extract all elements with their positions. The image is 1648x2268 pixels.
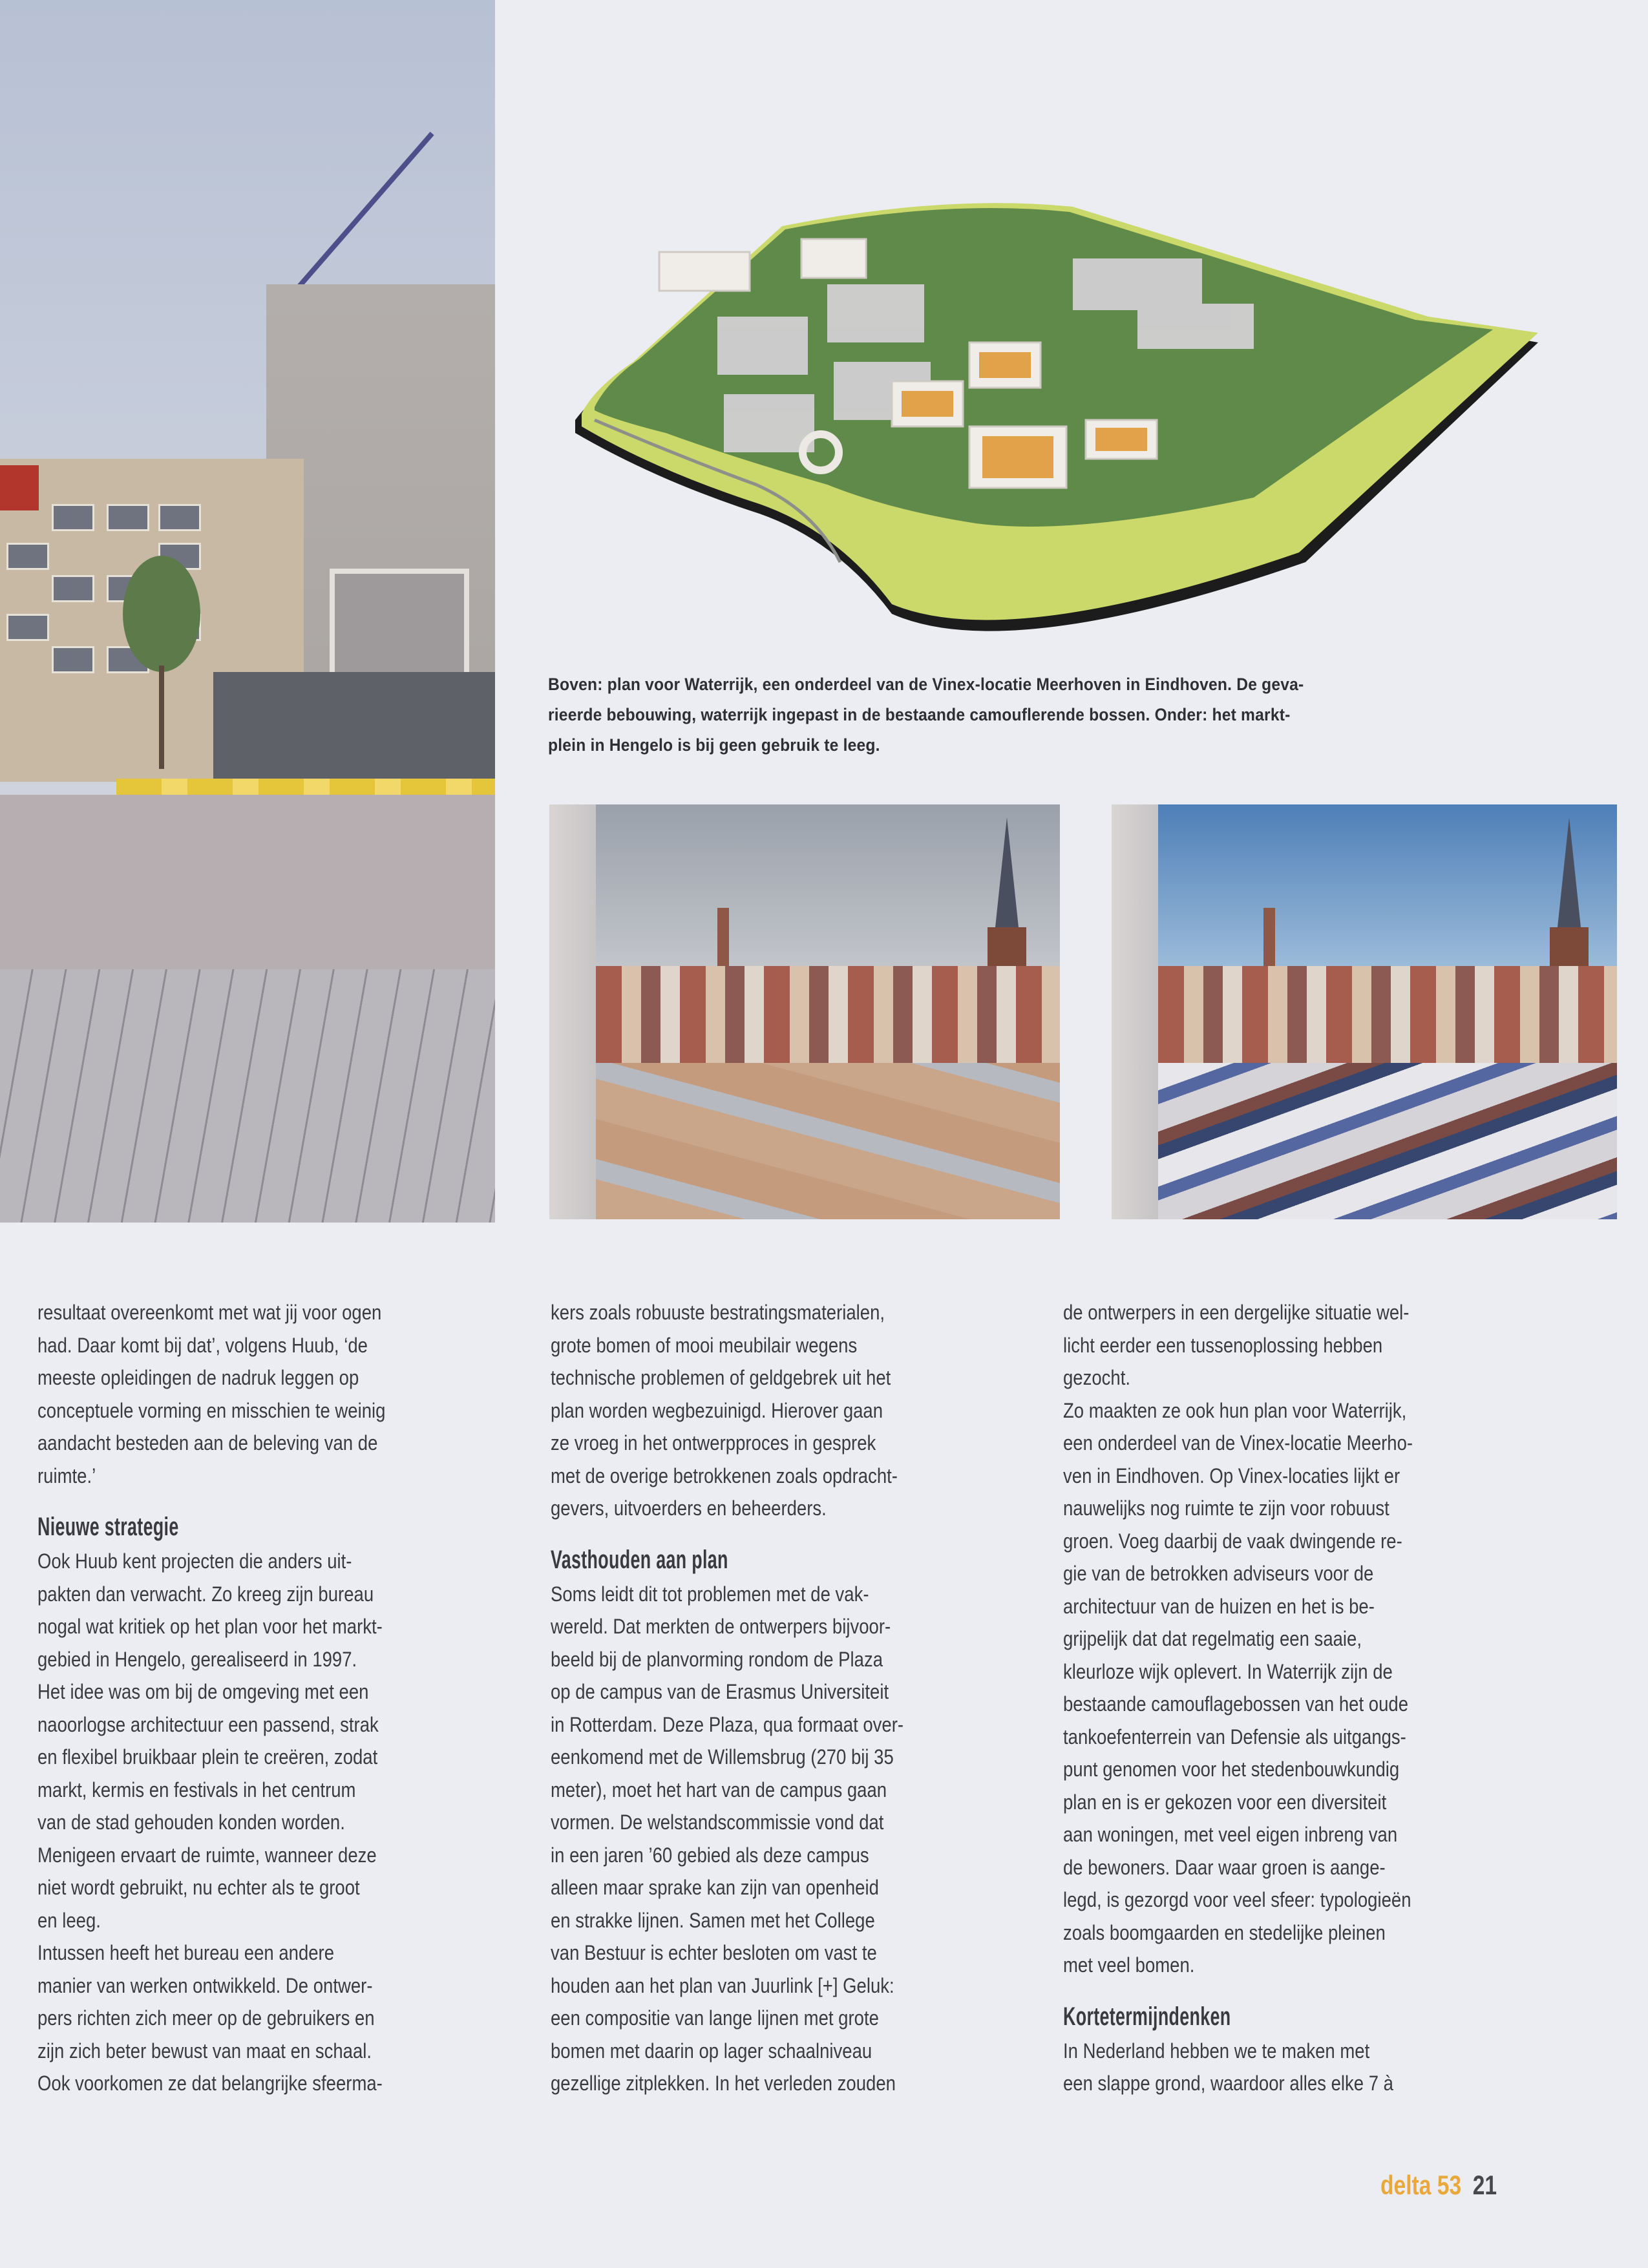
- paragraph: [37, 1296, 516, 1492]
- section-heading: Kortetermijndenken: [1063, 2002, 1231, 2031]
- photo-tree: [123, 556, 200, 672]
- text-line: punt genomen voor het stedenbouwkundig: [1063, 1758, 1400, 1781]
- photo-window: [52, 575, 94, 602]
- text-line: gezellige zitplekken. In het verleden zouden: [551, 2072, 896, 2095]
- text-line: gie van de betrokken adviseurs voor de: [1063, 1562, 1374, 1585]
- text-line: meeste opleidingen de nadruk leggen op: [37, 1366, 359, 1389]
- photo-houses: [1158, 966, 1617, 1069]
- caption-line: rieerde bebouwing, waterrijk ingepast in de bestaande camouflerende bossen. Onder: het markt-: [548, 705, 1291, 724]
- text-line: een slappe grond, waardoor alles elke 7 à: [1063, 2072, 1393, 2095]
- page-folio: [1380, 2170, 1497, 2201]
- text-line: van Bestuur is echter besloten om vast te: [551, 1941, 877, 1964]
- text-line: manier van werken ontwikkeld. De ontwer-: [37, 1973, 373, 1997]
- figure-caption: [548, 669, 1462, 761]
- photo-window: [107, 504, 149, 531]
- text-line: zijn zich beter bewust van maat en schaal.: [37, 2039, 372, 2063]
- text-line: Menigeen ervaart de ruimte, wanneer deze: [37, 1843, 377, 1867]
- text-line: conceptuele vorming en misschien te weinig: [37, 1398, 386, 1422]
- text-line: naoorlogse architectuur een passend, strak: [37, 1712, 379, 1736]
- text-line: in Rotterdam. Deze Plaza, qua formaat over-: [551, 1712, 904, 1736]
- text-line: plan en is er gekozen voor een diversiteit: [1063, 1790, 1387, 1814]
- text-line: eenkomend met de Willemsbrug (270 bij 35: [551, 1745, 894, 1769]
- photo-church-spire: [1558, 817, 1581, 927]
- text-line: vormen. De welstandscommissie vond dat: [551, 1811, 884, 1834]
- text-line: houden aan het plan van Juurlink [+] Geluk:: [551, 1973, 894, 1997]
- text-line: met veel bomen.: [1063, 1953, 1195, 1977]
- rendering-block: [717, 317, 808, 375]
- page-number: 21: [1472, 2170, 1497, 2200]
- paragraph: [551, 1296, 1029, 1525]
- text-line: bestaande camouflagebossen van het oude: [1063, 1692, 1408, 1716]
- rendering-courtyard: [801, 239, 866, 278]
- paragraph: [1063, 1296, 1541, 1982]
- text-line: licht eerder een tussenoplossing hebben: [1063, 1333, 1383, 1357]
- text-line: de bewoners. Daar waar groen is aange-: [1063, 1855, 1386, 1879]
- text-line: en flexibel bruikbaar plein te creëren, zodat: [37, 1745, 378, 1769]
- rendering-roof: [979, 352, 1031, 378]
- rendering-roof: [982, 436, 1053, 478]
- text-line: nauwelijks nog ruimte te zijn voor robuust: [1063, 1496, 1389, 1520]
- text-line: meter), moet het hart van de campus gaan: [551, 1778, 887, 1801]
- paragraph: [37, 1545, 516, 2100]
- text-line: alleen maar sprake kan zijn van openheid: [551, 1876, 879, 1899]
- rendering-block: [827, 284, 924, 342]
- section-gap: [551, 1525, 1029, 1542]
- text-line: aandacht besteden aan de beleving van de: [37, 1431, 378, 1454]
- photo-window: [52, 646, 94, 673]
- photo-plaza-hengelo: [0, 0, 495, 1223]
- photo-market-stalls: [1158, 1063, 1617, 1219]
- text-line: kers zoals robuuste bestratingsmaterialen,: [551, 1301, 885, 1324]
- section-heading: Nieuwe strategie: [37, 1513, 179, 1541]
- text-line: een onderdeel van de Vinex-locatie Meerho-: [1063, 1431, 1413, 1454]
- rendering-block: [1073, 258, 1202, 310]
- text-line: markt, kermis en festivals in het centrum: [37, 1778, 356, 1801]
- photo-foreground-wall: [549, 804, 596, 1219]
- text-line: technische problemen of geldgebrek uit het: [551, 1366, 891, 1389]
- photo-window: [6, 614, 49, 641]
- photo-houses: [596, 966, 1060, 1069]
- photo-window: [158, 504, 201, 531]
- rendering-roof: [902, 391, 953, 417]
- text-line: Het idee was om bij de omgeving met een: [37, 1680, 369, 1703]
- photo-marktplein-empty: [549, 804, 1060, 1219]
- text-line: legd, is gezorgd voor veel sfeer: typologieën: [1063, 1888, 1411, 1911]
- text-line: aan woningen, met veel eigen inbreng van: [1063, 1823, 1398, 1846]
- text-line: niet wordt gebruikt, nu echter als te groot: [37, 1876, 360, 1899]
- text-line: groen. Voeg daarbij de vaak dwingende re-: [1063, 1529, 1402, 1553]
- photo-wooden-deck: [0, 969, 495, 1223]
- text-line: wereld. Dat merkten de ontwerpers bijvoor-: [551, 1615, 891, 1638]
- text-line: en leeg.: [37, 1908, 101, 1932]
- text-line: in een jaren ’60 gebied als deze campus: [551, 1843, 869, 1867]
- text-line: bomen met daarin op lager schaalniveau: [551, 2039, 872, 2063]
- rendering-courtyard: [659, 252, 750, 291]
- text-line: Ook voorkomen ze dat belangrijke sfeerma-: [37, 2072, 383, 2095]
- text-line: In Nederland hebben we te maken met: [1063, 2039, 1370, 2063]
- text-line: van de stad gehouden konden worden.: [37, 1811, 345, 1834]
- text-column-1: [37, 1296, 516, 2100]
- text-line: architectuur van de huizen en het is be-: [1063, 1594, 1375, 1618]
- text-line: grijpelijk dat dat regelmatig een saaie,: [1063, 1627, 1362, 1650]
- caption-line: Boven: plan voor Waterrijk, een onderdeel van de Vinex-locatie Meerhoven in Eindhoven. De geva-: [548, 675, 1304, 694]
- photo-window: [6, 543, 49, 570]
- photo-red-facade: [0, 465, 39, 510]
- text-line: grote bomen of mooi meubilair wegens: [551, 1333, 858, 1357]
- text-line: Soms leidt dit tot problemen met de vak-: [551, 1582, 869, 1606]
- text-line: nogal wat kritiek op het plan voor het markt-: [37, 1615, 383, 1638]
- text-line: beeld bij de planvorming rondom de Plaza: [551, 1647, 883, 1671]
- text-line: ven in Eindhoven. Op Vinex-locaties lijkt er: [1063, 1464, 1400, 1487]
- text-column-2: [551, 1296, 1029, 2100]
- photo-clock-panel: [330, 569, 469, 689]
- rendering-waterrijk: [556, 174, 1538, 653]
- photo-foreground-wall: [1112, 804, 1158, 1219]
- rendering-block: [1137, 304, 1254, 349]
- text-line: de ontwerpers in een dergelijke situatie wel-: [1063, 1301, 1410, 1324]
- text-line: resultaat overeenkomt met wat jij voor ogen: [37, 1301, 382, 1324]
- text-line: had. Daar komt bij dat’, volgens Huub, ‘de: [37, 1333, 368, 1357]
- photo-tree-trunk: [159, 666, 164, 769]
- text-line: gezocht.: [1063, 1366, 1131, 1389]
- text-line: plan worden wegbezuinigd. Hierover gaan: [551, 1398, 883, 1422]
- text-line: pakten dan verwacht. Zo kreeg zijn bureau: [37, 1582, 374, 1606]
- photo-empty-square: [596, 1063, 1060, 1219]
- photo-paved-square: [0, 795, 495, 969]
- text-line: tankoefenterrein van Defensie als uitgangs-: [1063, 1725, 1406, 1748]
- text-line: gebied in Hengelo, gerealiseerd in 1997.: [37, 1647, 357, 1671]
- paragraph: [1063, 2035, 1541, 2100]
- photo-entrance: [213, 672, 495, 782]
- caption-line: plein in Hengelo is bij geen gebruik te leeg.: [548, 735, 880, 755]
- text-line: pers richten zich meer op de gebruikers en: [37, 2006, 375, 2030]
- photo-marktplein-market: [1112, 804, 1617, 1219]
- photo-window: [52, 504, 94, 531]
- text-line: Ook Huub kent projecten die anders uit-: [37, 1549, 352, 1573]
- text-line: Intussen heeft het bureau een andere: [37, 1941, 335, 1964]
- text-line: en strakke lijnen. Samen met het College: [551, 1908, 875, 1932]
- text-line: ruimte.’: [37, 1464, 96, 1487]
- text-line: een compositie van lange lijnen met grote: [551, 2006, 879, 2030]
- text-line: gevers, uitvoerders en beheerders.: [551, 1496, 827, 1520]
- paragraph: [551, 1578, 1029, 2100]
- text-line: op de campus van de Erasmus Universiteit: [551, 1680, 889, 1703]
- section-gap: [37, 1492, 516, 1509]
- photo-church-spire: [995, 817, 1019, 927]
- photo-sky: [1158, 804, 1617, 972]
- magazine-name: delta 53: [1380, 2170, 1462, 2200]
- section-gap: [1063, 1982, 1541, 1999]
- section-heading: Vasthouden aan plan: [551, 1545, 728, 1574]
- text-column-3: [1063, 1296, 1541, 2100]
- text-line: ze vroeg in het ontwerpproces in gesprek: [551, 1431, 876, 1454]
- rendering-roof: [1095, 428, 1147, 451]
- text-line: kleurloze wijk oplevert. In Waterrijk zijn de: [1063, 1659, 1393, 1683]
- text-line: met de overige betrokkenen zoals opdracht-: [551, 1464, 898, 1487]
- text-line: Zo maakten ze ook hun plan voor Waterrijk,: [1063, 1398, 1407, 1422]
- text-line: zoals boomgaarden en stedelijke pleinen: [1063, 1920, 1386, 1944]
